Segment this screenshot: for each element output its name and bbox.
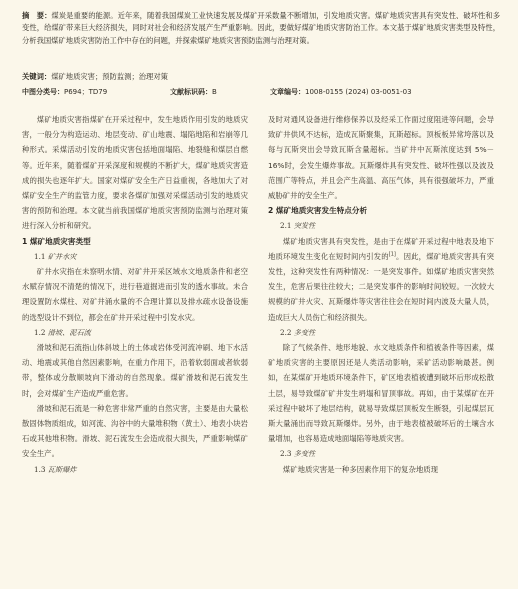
art-value: 1008-0155 (2024) 03-0051-03 — [305, 88, 412, 96]
suddenness-text-b: 。因此，煤矿地质灾害具有突发性，这种突发性有两种情况：一是突发事件。如煤矿地质灾害突然发生，危害后果往往较大；二是突发事件的影响时间较短。一次较大规模的矿井火灾、瓦斯爆炸等灾害往往会在短时间内波及大量人员，造成巨大人员伤亡和经济损失。 — [268, 251, 494, 322]
keywords — [22, 71, 500, 83]
clc-number — [22, 86, 107, 98]
paragraph-variability: 除了气候条件、地形地貌、水文地质条件和植被条件等因素，煤矿地质灾害的主要原因还是人类活动影响，采矿活动影响最甚。例如，在某煤矿开地质环境条件下，矿区地表植被遭到破坏后形成松散土层，易导致煤矿矿井发生坍塌和冒顶事故。再如，由于某煤矿在开采过程中破坏了地层结构，就易导致煤层顶板发生断裂，引起煤层瓦斯大量涌出而导致瓦斯爆炸。另外，由于地表植被破坏后的土壤含水量增加，也容易造成地面塌陷等地质灾害。 — [268, 343, 494, 444]
section-2-heading: 2 煤矿地质灾害发生特点分析 — [268, 206, 368, 216]
paragraph-landslide-1: 滑坡和泥石流指山体斜坡上的土体或岩体受河流冲刷、地下水活动、地震或其他自然因素影响，在重力作用下，沿着软弱面或者软弱带，整体或分散顺坡向下滑动的自然现象。煤矿滑坡和泥石流发生时，会对煤矿生产造成严重危害。 — [22, 343, 248, 398]
keywords-text: 煤矿地质灾害；预防监测；治理对策 — [51, 72, 168, 81]
right-column — [268, 112, 494, 477]
section-1-1-heading — [22, 249, 248, 264]
clc-value: P694；TD79 — [64, 88, 108, 96]
section-1-1-number: 1.1 — [34, 251, 46, 261]
paragraph-mine-flood: 矿井水灾指在未察明水情、对矿井开采区域水文地质条件和老空水赋存情况不清楚的情况下，进行巷道掘进而引发的透水事故。未合理设置防水煤柱、对矿井涌水量的不合理计算以及排水疏水设备设施的选型设计不到位，都会在矿井开采过程中引发水灾。 — [22, 267, 248, 322]
section-2-3-title: 多变性 — [293, 449, 316, 459]
section-2-3-number: 2.3 — [280, 449, 292, 459]
paragraph-landslide-2: 滑坡和泥石流是一种危害非常严重的自然灾害，主要是由大量松散固体物质组成，如河流、沟谷中的大量堆积物（黄土）、地表小块岩石或其他堆积物。滑坡、泥石流发生会造成很大损失，严重影响煤矿安全生产。 — [22, 403, 248, 459]
paragraph-suddenness — [268, 234, 494, 325]
section-1-3-heading — [22, 462, 248, 477]
article-number — [270, 86, 412, 98]
citation-ref[interactable]: [1] — [388, 251, 396, 258]
art-label: 文章编号： — [270, 88, 305, 96]
section-1-2-number: 1.2 — [34, 327, 46, 337]
section-1-heading: 1 煤矿地质灾害类型 — [22, 236, 91, 246]
intro-paragraph: 煤矿地质灾害指煤矿在开采过程中，发生地质作用引发的地质灾害，一般分为构造运动、地层变动、矿山地震、塌陷地陷和岩崩等几种形式。采煤活动引发的地质灾害包括地面塌陷、地裂缝和煤层自燃等。近年来，随着煤矿开采深度和规模的不断扩大，煤矿地质灾害造成的损失也逐年扩大。国家对煤矿安全生产日益重视，各地加大了对煤矿安全生产的监管力度，要求各煤矿加强对采煤活动引发的地质灾害的预防和治理。本文就当前我国煤矿地质灾害预防监测与治理对策进行深入分析和研究。 — [22, 115, 248, 231]
section-1-2-title: 滑坡、泥石流 — [47, 327, 91, 337]
section-2-1-title: 突发性 — [293, 221, 316, 231]
section-1-3-number: 1.3 — [34, 464, 46, 474]
section-1-1-title: 矿井水灾 — [47, 251, 77, 261]
paragraph-complexity: 煤矿地质灾害是一种多因素作用下的复杂地质现 — [282, 464, 439, 474]
doc-label: 文献标识码： — [170, 88, 212, 96]
doc-value: B — [212, 88, 217, 96]
section-2-1-heading — [268, 218, 494, 233]
section-2-1-number: 2.1 — [280, 221, 292, 231]
clc-label: 中图分类号： — [22, 88, 64, 96]
left-column — [22, 112, 248, 477]
section-1-2-heading — [22, 325, 248, 340]
section-2-2-heading — [268, 325, 494, 340]
suddenness-text-a: 煤矿地质灾害具有突发性，是由于在煤矿开采过程中地表及地下地质环境发生变化在短时间内引发的 — [268, 236, 494, 261]
keywords-label: 关键词： — [22, 72, 52, 81]
section-2-3-heading — [268, 446, 494, 461]
section-2-2-title: 多变性 — [293, 327, 316, 337]
document-code — [170, 86, 217, 98]
abstract-label: 摘 要： — [22, 11, 52, 20]
section-1-3-title: 瓦斯爆炸 — [47, 464, 77, 474]
abstract-text: 煤炭是重要的能源。近年来，随着我国煤炭工业快速发展及煤矿开采数量不断增加，引发地质灾害。煤矿地质灾害具有突发性、破坏性和多变性，给煤矿带来巨大经济损失，同时对社会和经济发展产生严重影响。因此，要做好煤矿地质灾害防治工作。本文基于煤矿地质灾害类型及特性，分析我国煤矿地质灾害防治工作中存在的问题，并探索煤矿地质灾害预防监测与治理对策。 — [22, 11, 500, 45]
section-2-2-number: 2.2 — [280, 327, 292, 337]
article-meta — [22, 86, 502, 98]
abstract — [22, 10, 500, 47]
gas-paragraph: 及时对通风设备进行维修保养以及经采工作面过度阻进等问题，会导致矿井供风不达标，造成瓦斯聚集，瓦斯超标。顶板板异常垮落以及每与瓦斯突出会导致瓦斯含量超标。当矿井中瓦斯浓度达到 5%－16%时，会发生爆炸事故。瓦斯爆炸具有突发性、破坏性强以及波及范围广等特点，并且会产生高温、高压气体，具有很强破坏力，严重威胁矿井的安全生产。 — [268, 115, 494, 201]
